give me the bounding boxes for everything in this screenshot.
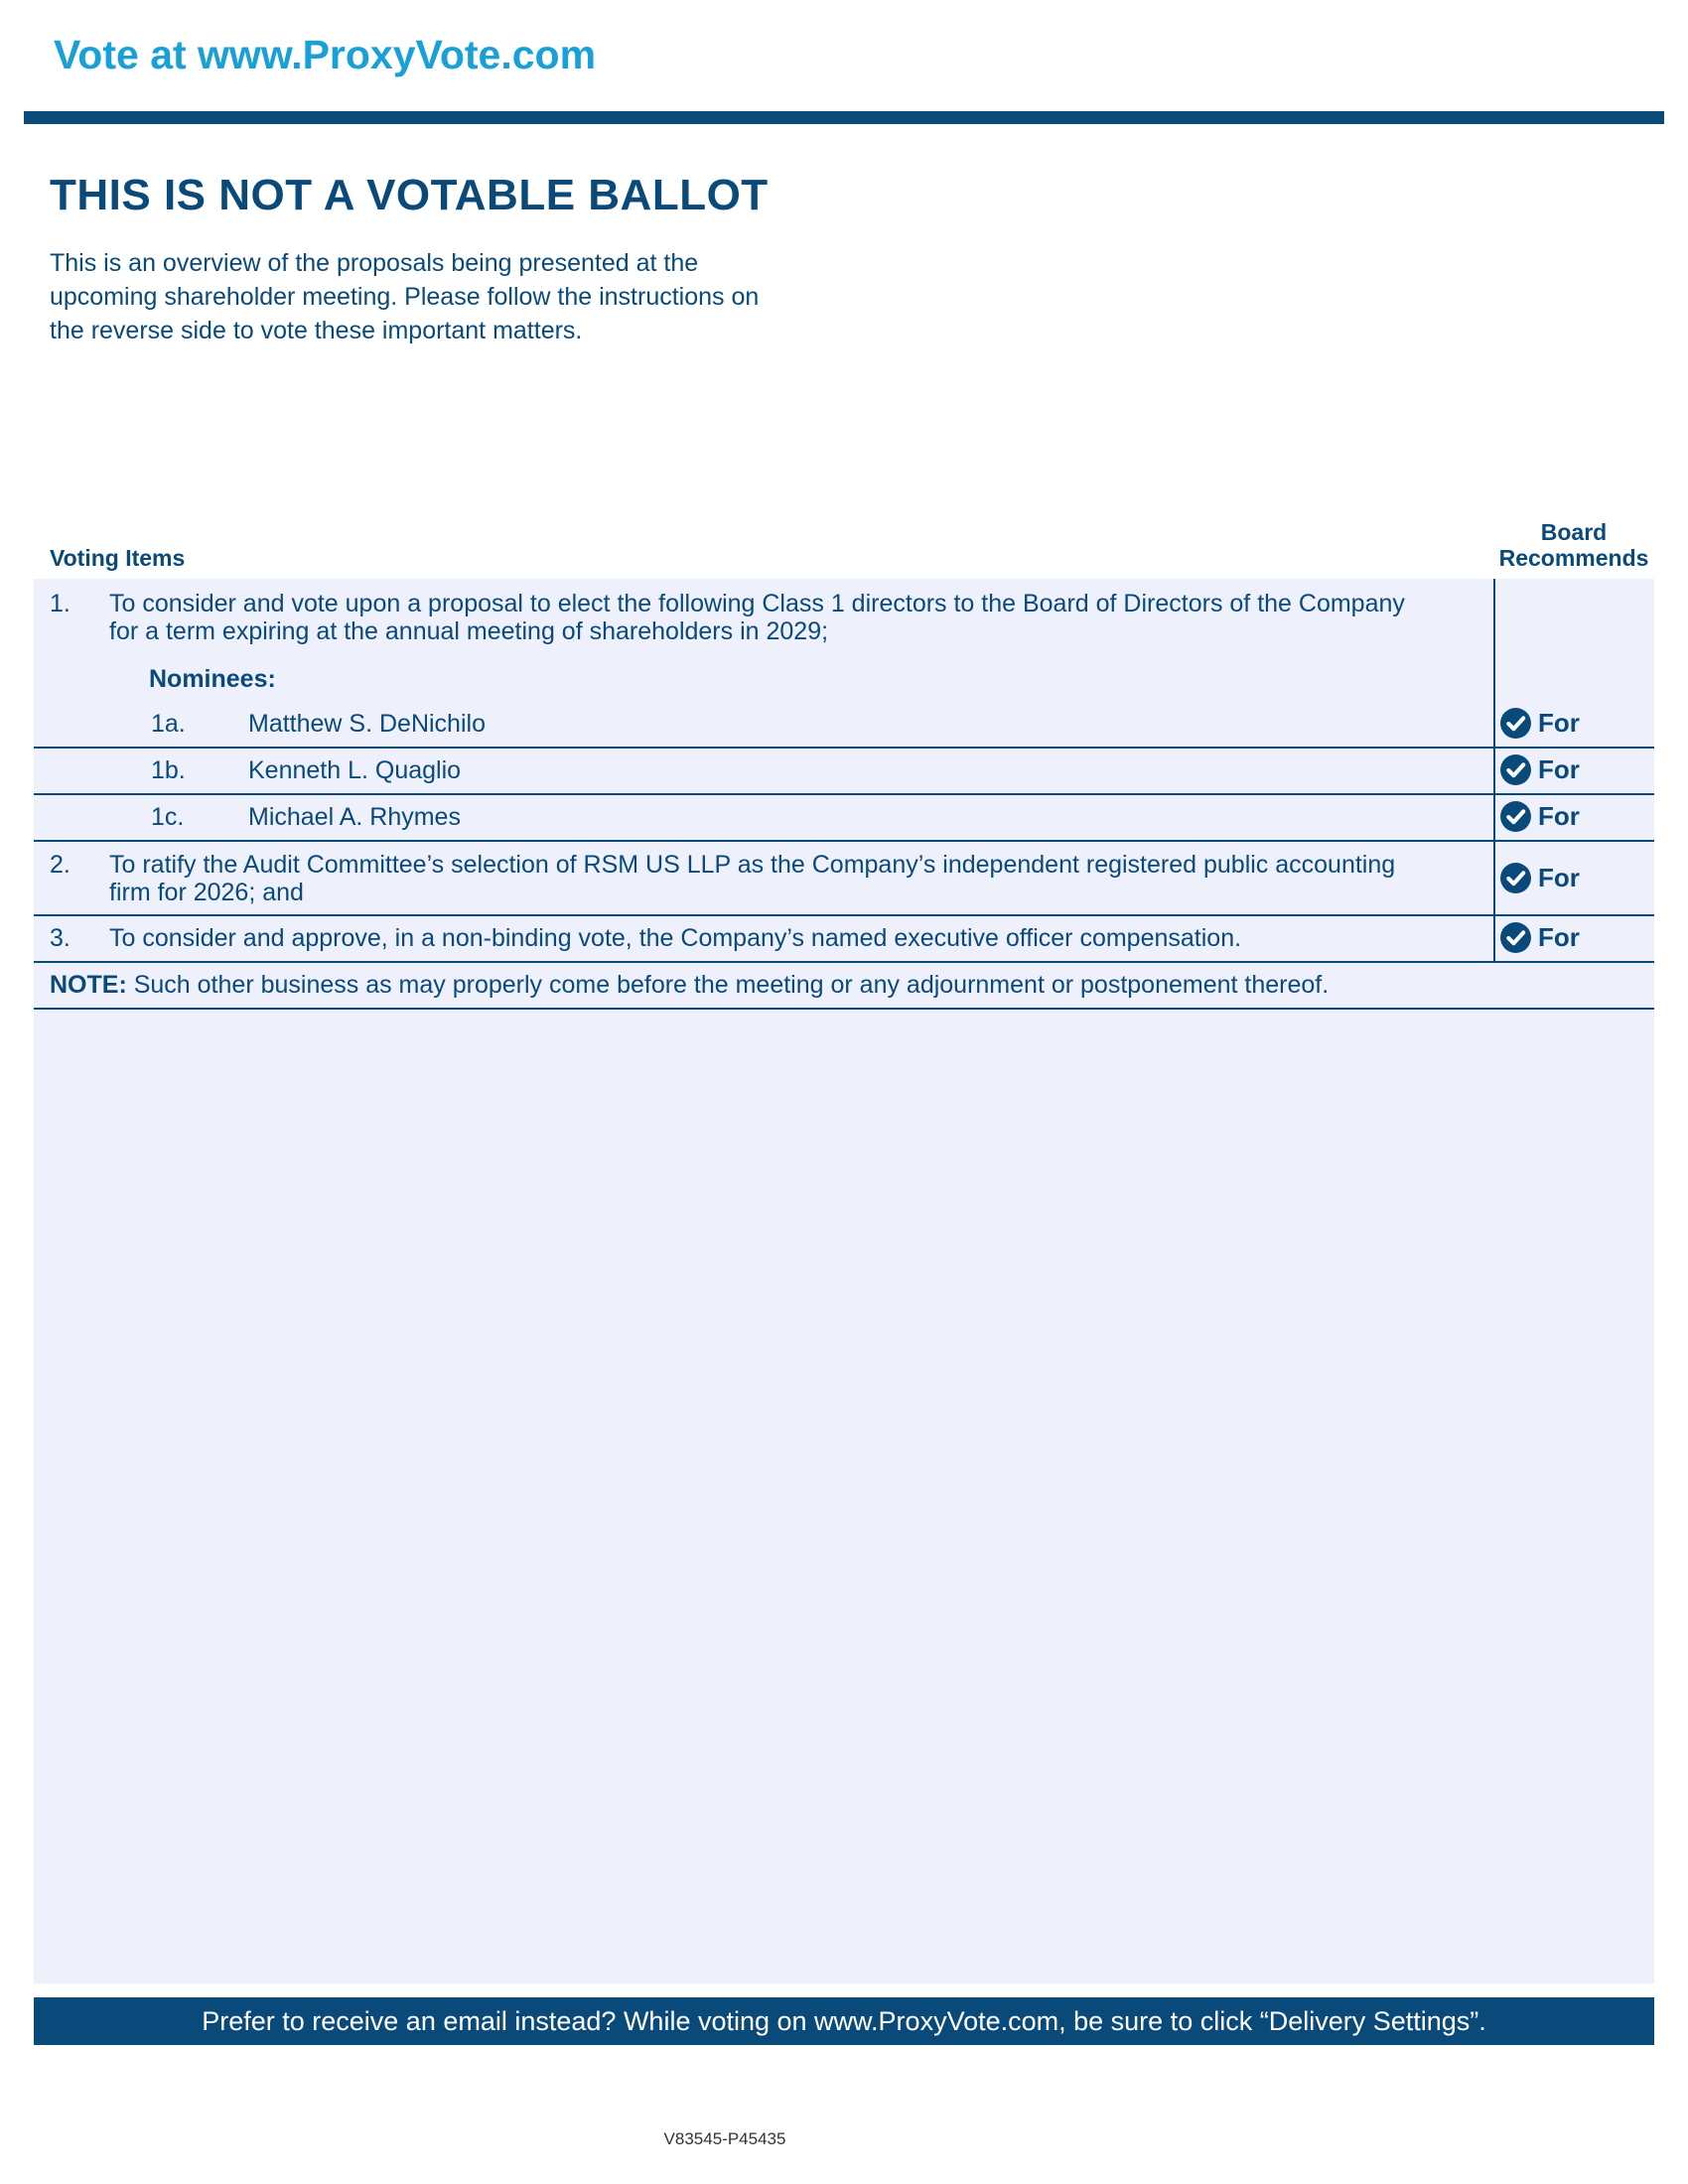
note-text: Such other business as may properly come before the meeting or any adjournment or postponement thereof. [126, 971, 1330, 999]
proposal-line: for a term expiring at the annual meeting of shareholders in 2029; [109, 617, 829, 645]
board-recommends-header [1489, 519, 1658, 571]
header-rule [24, 111, 1664, 124]
recommendation-label: For [1538, 754, 1580, 784]
proposal-line: To ratify the Audit Committee’s selection of RSM US LLP as the Company’s independent registered public accounting [109, 851, 1396, 879]
proposal-line: firm for 2026; and [109, 879, 304, 906]
recommendation-for [1499, 862, 1580, 894]
proxyvote-link[interactable]: Vote at www.ProxyVote.com [54, 32, 597, 77]
voting-items-header: Voting Items [50, 545, 186, 571]
intro-line: the reverse side to vote these important matters. [50, 317, 583, 344]
check-circle-icon [1499, 707, 1532, 740]
board-header-line: Board [1540, 519, 1608, 545]
row-divider [34, 914, 1654, 916]
row-divider [34, 840, 1654, 842]
row-divider [34, 1008, 1654, 1010]
recommendation-for [1499, 921, 1580, 954]
proposal-number: 2. [50, 851, 70, 879]
proposal-text [109, 851, 1484, 906]
recommendation-label: For [1538, 922, 1580, 952]
intro-line: This is an overview of the proposals being presented at the [50, 249, 699, 277]
proposal-text [109, 924, 1484, 952]
check-circle-icon [1499, 921, 1532, 954]
check-circle-icon [1499, 800, 1532, 833]
recommendation-label: For [1538, 801, 1580, 831]
row-divider [34, 961, 1654, 963]
intro-line: upcoming shareholder meeting. Please follow the instructions on [50, 283, 760, 311]
column-divider [1493, 579, 1495, 963]
check-circle-icon [1499, 862, 1532, 894]
note [50, 971, 1329, 1000]
nominees-label: Nominees: [149, 665, 276, 693]
recommendation-for [1499, 800, 1580, 833]
row-divider [34, 793, 1654, 795]
proposal-number: 1. [50, 590, 70, 617]
nominee-name: Kenneth L. Quaglio [248, 756, 462, 784]
recommendation-label: For [1538, 863, 1580, 892]
recommendation-for [1499, 707, 1580, 740]
nominee-id: 1b. [151, 756, 186, 784]
board-header-line: Recommends [1498, 545, 1649, 571]
proposal-text [109, 590, 1484, 645]
voting-panel [34, 579, 1654, 1983]
recommendation-label: For [1538, 708, 1580, 738]
page-title: THIS IS NOT A VOTABLE BALLOT [50, 171, 769, 219]
document-code: V83545-P45435 [663, 2129, 786, 2148]
nominee-name: Michael A. Rhymes [248, 803, 461, 831]
proposal-line: To consider and approve, in a non-binding vote, the Company’s named executive officer compensation. [109, 924, 1242, 952]
proposal-line: To consider and vote upon a proposal to elect the following Class 1 directors to the Board of Directors of the Company [109, 590, 1405, 617]
proposal-number: 3. [50, 924, 70, 952]
row-divider [34, 747, 1654, 749]
recommendation-for [1499, 753, 1580, 786]
delivery-settings-banner: Prefer to receive an email instead? While voting on www.ProxyVote.com, be sure to click “Delivery Settings”. [34, 1997, 1654, 2045]
nominee-id: 1c. [151, 803, 185, 831]
intro-text [50, 246, 864, 347]
nominee-id: 1a. [151, 710, 186, 738]
check-circle-icon [1499, 753, 1532, 786]
note-label: NOTE: [50, 971, 127, 999]
nominee-name: Matthew S. DeNichilo [248, 710, 486, 738]
